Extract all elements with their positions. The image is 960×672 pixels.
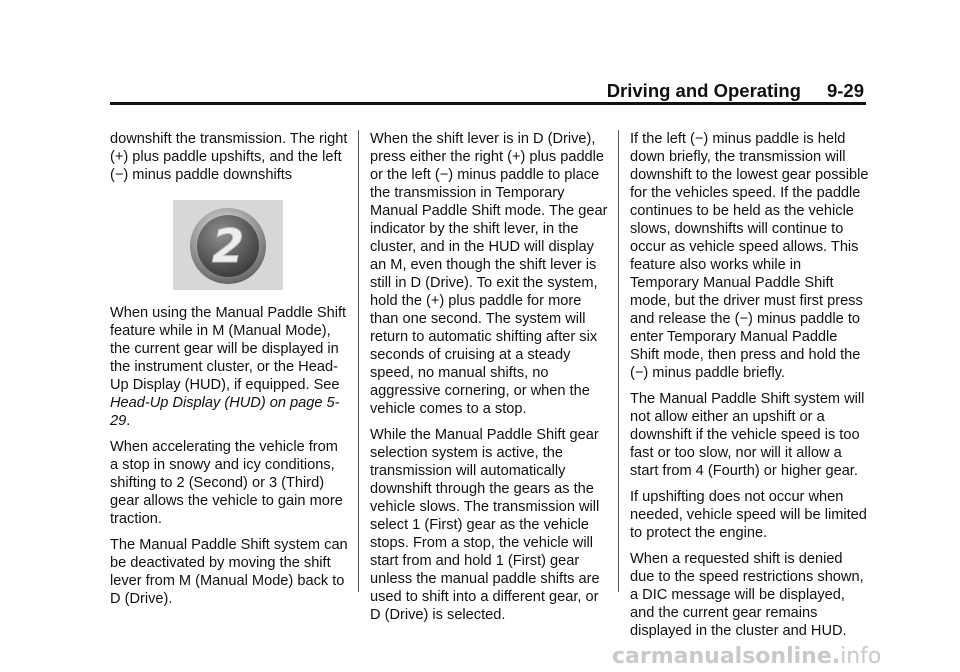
cross-reference-link[interactable]: Head-Up Display (HUD) on page 5-29 [110,395,340,429]
paragraph: If upshifting does not occur when needed, vehicle speed will be limited to protect the engine. [630,489,867,541]
paragraph: When accelerating the vehicle from a stop in snowy and icy conditions, shifting to 2 (Second) or 3 (Third) gear allows the vehicle to gain more traction. [110,439,343,527]
paragraph: When the shift lever is in D (Drive), press either the right (+) plus paddle or the left (−) minus paddle to place the transmission in Temporary Manual Paddle Shift mode. The gear indicator by the shift lever, in the cluster, and in the HUD will display an M, even though the shift lever is still in D (Drive). To exit the system, hold the (+) plus paddle for more than one second. The system will return to automatic shifting after six seconds of cruising at a steady speed, no manual shifts, no aggressive cornering, or when the vehicle comes to a stop. [370,131,608,417]
column-2 [370,130,610,632]
header-rule [110,102,866,105]
column-divider [358,130,359,592]
gear-digit: 2 [211,219,245,273]
paragraph: downshift the transmission. The right (+) plus paddle upshifts, and the left (−) minus paddle downshifts [110,131,348,183]
paragraph: When using the Manual Paddle Shift feature while in M (Manual Mode), the current gear will be displayed in the instrument cluster, or the Head-Up Display (HUD), if equipped. See Head-Up Display (HUD) on page 5-29. [110,305,347,429]
paragraph: When a requested shift is denied due to the speed restrictions shown, a DIC message will be displayed, and the current gear remains displayed in the cluster and HUD. [630,551,864,639]
paragraph: The Manual Paddle Shift system will not allow either an upshift or a downshift if the vehicle speed is too fast or too slow, nor will it allow a start from 4 (Fourth) or higher gear. [630,391,865,479]
paragraph: If the left (−) minus paddle is held down briefly, the transmission will downshift to the lowest gear possible for the vehicles speed. If the paddle continues to be held as the vehicle slows, downshifts will continue to occur as vehicle speed allows. This feature also works while in Temporary Manual Paddle Shift mode, but the driver must first press and release the (−) minus paddle to enter Temporary Manual Paddle Shift mode, then press and hold the (−) minus paddle briefly. [630,131,869,381]
page-header [0,80,864,102]
site-watermark: carmanualsonline.info [612,644,882,669]
gear-2-indicator-icon [173,200,283,290]
paragraph: While the Manual Paddle Shift gear selection system is active, the transmission will automatically downshift through the gears as the vehicle slows. The transmission will select 1 (First) gear as the vehicle stops. From a stop, the vehicle will start from and hold 1 (First) gear unless the manual paddle shifts are used to shift into a different gear, or D (Drive) is selected. [370,427,600,623]
column-divider [618,130,619,592]
column-3 [630,130,870,648]
page-number: 9-29 [826,80,864,101]
section-title: Driving and Operating [606,80,801,101]
column-1 [110,130,350,616]
paragraph: The Manual Paddle Shift system can be deactivated by moving the shift lever from M (Manual Mode) back to D (Drive). [110,537,348,607]
